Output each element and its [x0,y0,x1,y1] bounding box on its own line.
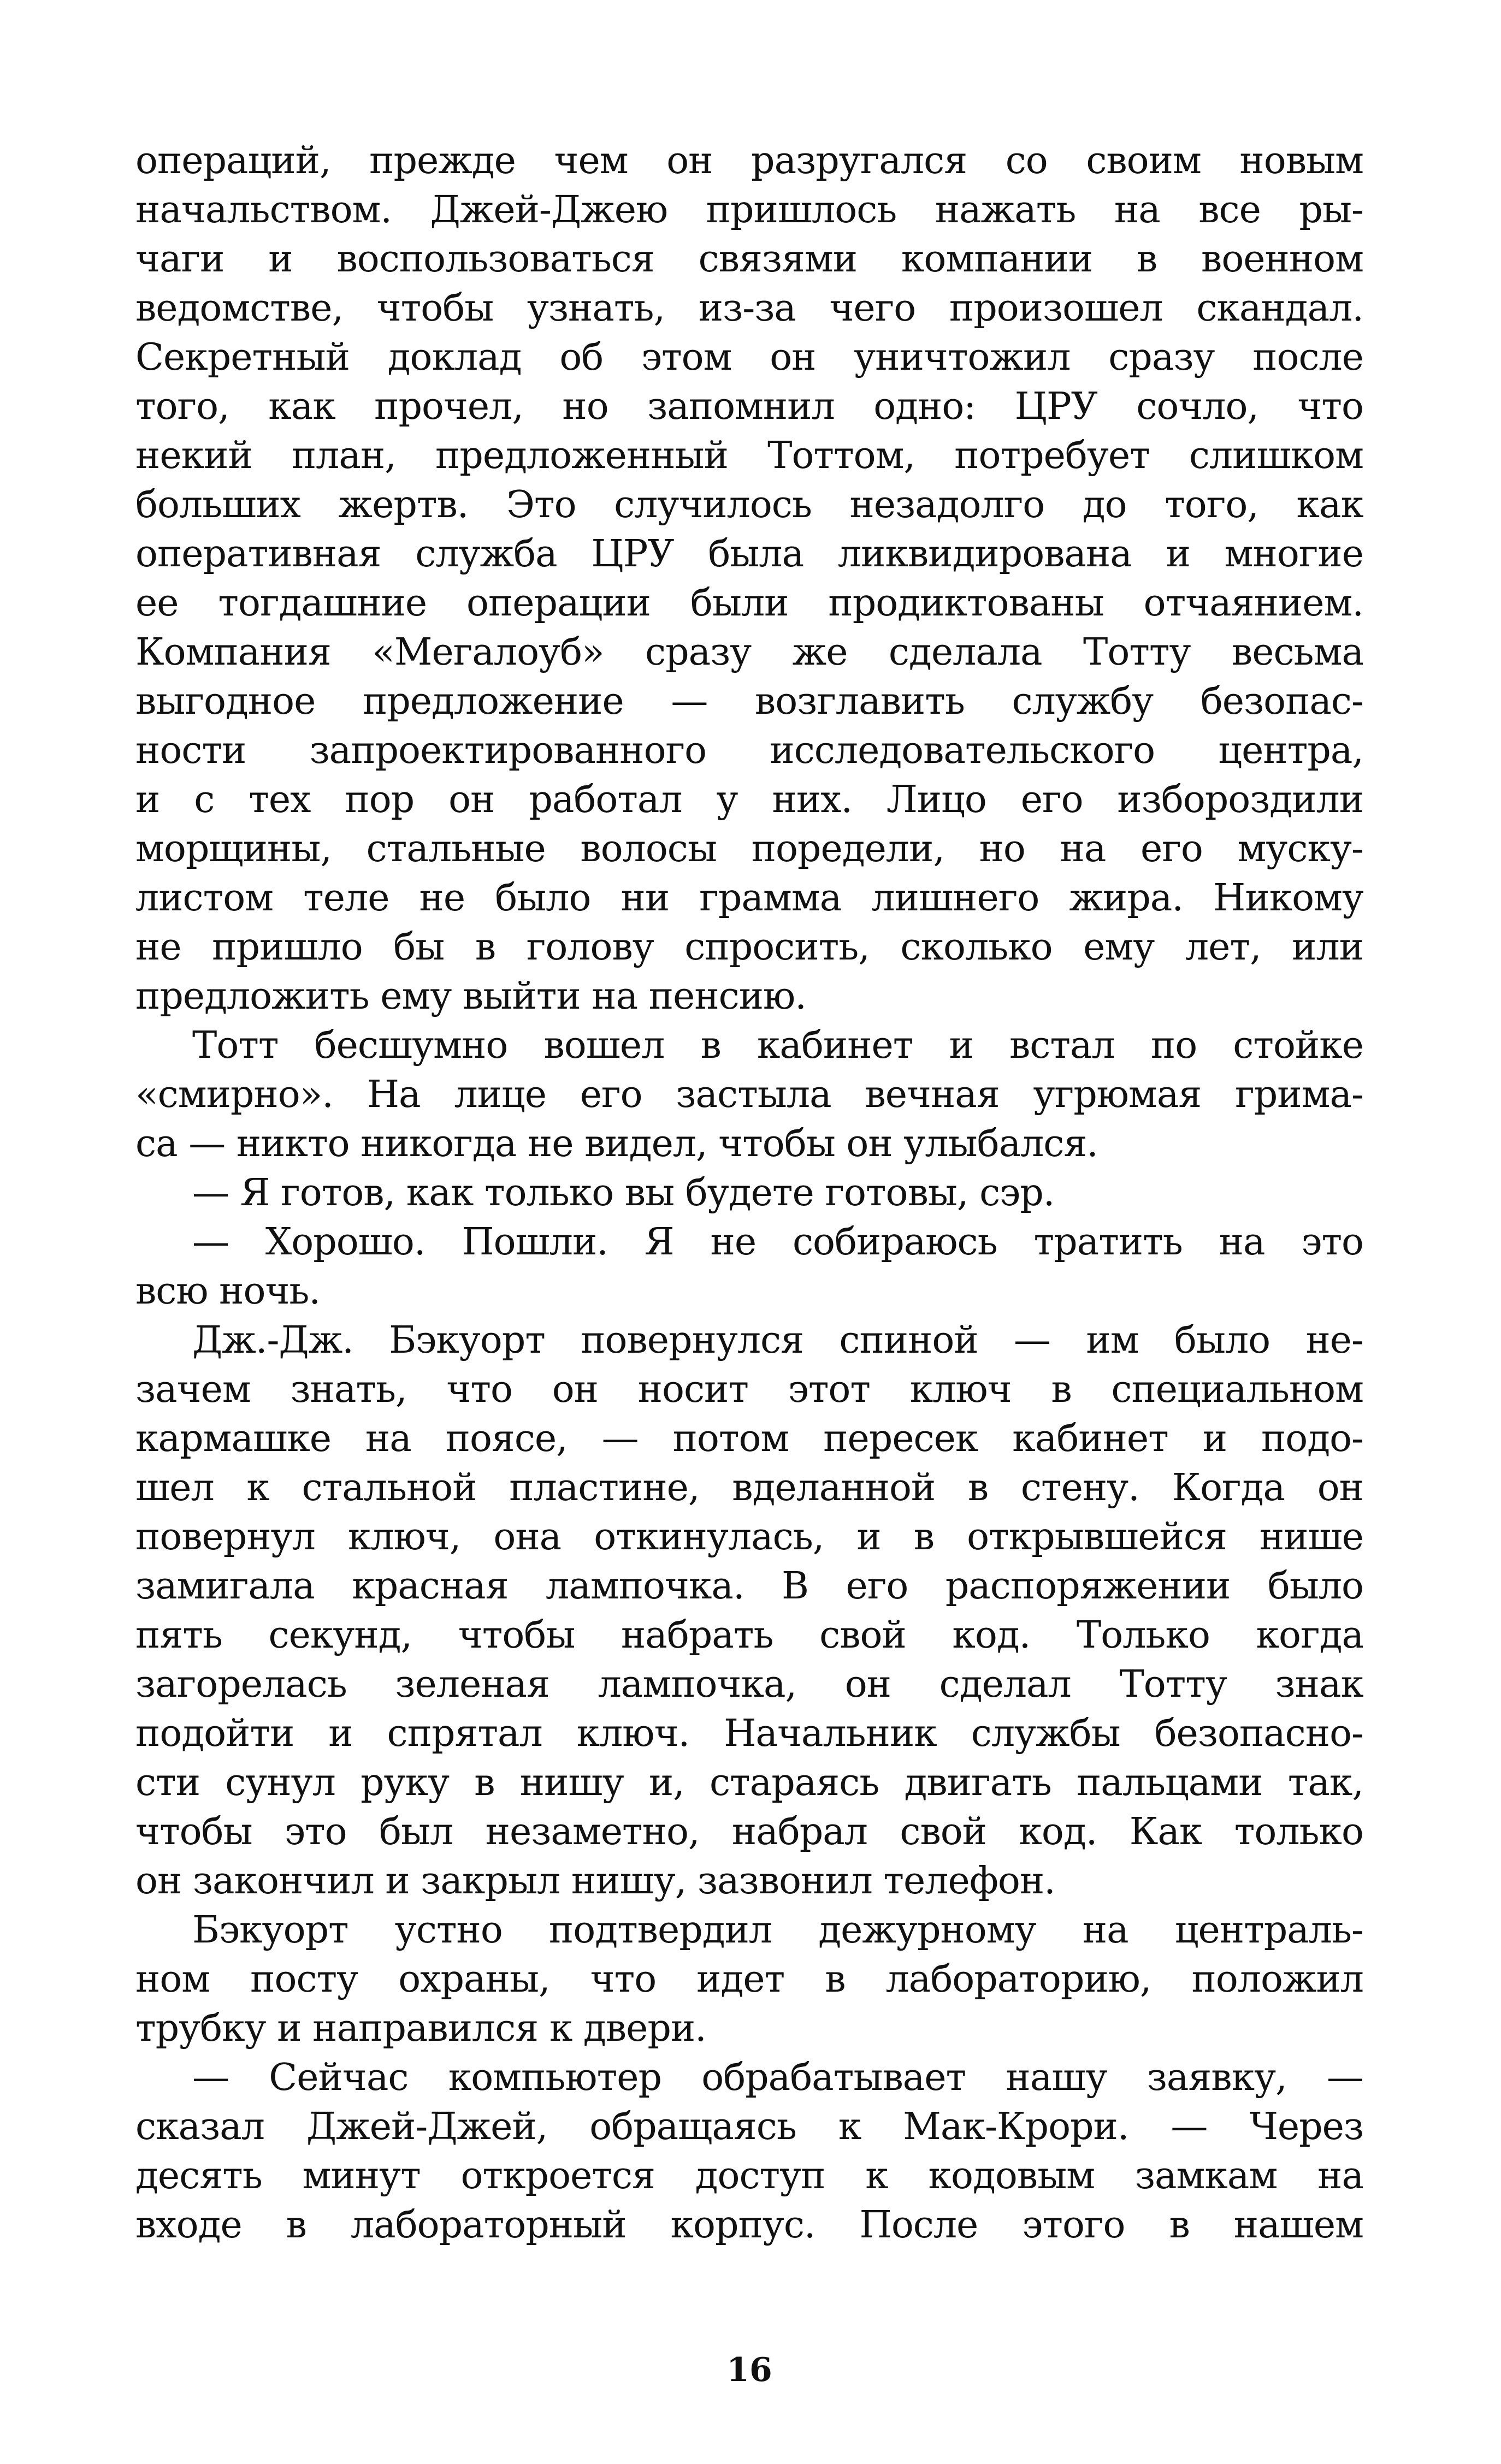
text-line: Бэкуорт устно подтвердил дежурному на централь- [192,1909,1363,1952]
text-line: сти сунул руку в нишу и, стараясь двигать пальцами так, [135,1761,1363,1804]
text-line: подойти и спрятал ключ. Начальник службы безопасно- [135,1712,1363,1755]
text-line: Дж.-Дж. Бэкуорт повернулся спиной — им было не- [192,1319,1363,1362]
text-line: ее тогдашние операции были продиктованы отчаянием. [135,582,1363,625]
text-line: оперативная служба ЦРУ была ликвидирована и многие [135,532,1363,576]
text-line: Секретный доклад об этом он уничтожил сразу после [135,336,1363,379]
text-line: ном посту охраны, что идет в лабораторию, положил [135,1958,1363,2001]
text-line: выгодное предложение — возглавить службу безопас- [135,680,1363,723]
text-line: загорелась зеленая лампочка, он сделал Тотту знак [135,1663,1363,1706]
text-line: некий план, предложенный Тоттом, потребует слишком [135,434,1363,477]
text-line: кармашке на поясе, — потом пересек кабинет и подо- [135,1417,1363,1460]
text-line: он закончил и закрыл нишу, зазвонил телефон. [135,1859,1055,1903]
body-text [135,137,1363,2250]
text-line: начальством. Джей-Джею пришлось нажать на все ры- [135,188,1363,232]
page-number: 16 [726,2351,772,2389]
dialogue-line: — Сейчас компьютер обрабатывает нашу заявку, — [192,2056,1363,2099]
text-line: больших жертв. Это случилось незадолго до того, как [135,483,1363,526]
text-line: чаги и воспользоваться связями компании в военном [135,238,1363,281]
text-line: замигала красная лампочка. В его распоряжении было [135,1565,1363,1608]
text-line: входе в лабораторный корпус. После этого в нашем [135,2204,1363,2247]
text-line: ности запроектированного исследовательского центра, [135,729,1363,772]
text-line: Компания «Мегалоуб» сразу же сделала Тотту весьма [135,631,1363,674]
book-page [135,137,1363,2464]
text-line: чтобы это был незаметно, набрал свой код. Как только [135,1810,1363,1853]
text-line: операций, прежде чем он разругался со своим новым [135,139,1363,182]
text-line: не пришло бы в голову спросить, сколько ему лет, или [135,926,1363,969]
text-line: Тотт бесшумно вошел в кабинет и встал по стойке [192,1024,1363,1067]
text-line: всю ночь. [135,1270,321,1313]
text-line: ведомстве, чтобы узнать, из-за чего произошел скандал. [135,287,1363,330]
text-line: десять минут откроется доступ к кодовым замкам на [135,2154,1363,2198]
text-line: са — никто никогда не видел, чтобы он улыбался. [135,1122,1098,1165]
text-line: трубку и направился к двери. [135,2007,706,2050]
text-line: зачем знать, что он носит этот ключ в специальном [135,1368,1363,1411]
text-line: и с тех пор он работал у них. Лицо его избороздили [135,778,1363,821]
text-line: морщины, стальные волосы поредели, но на его муску- [135,827,1363,870]
text-line: сказал Джей-Джей, обращаясь к Мак-Крори. — Через [135,2105,1363,2148]
text-line: шел к стальной пластине, вделанной в стену. Когда он [135,1466,1363,1509]
text-line: листом теле не было ни грамма лишнего жира. Никому [135,876,1363,920]
text-line: предложить ему выйти на пенсию. [135,975,806,1018]
dialogue-line: — Хорошо. Пошли. Я не собираюсь тратить на это [192,1221,1363,1264]
text-line: повернул ключ, она откинулась, и в открывшейся нише [135,1515,1363,1559]
dialogue-line: — Я готов, как только вы будете готовы, сэр. [192,1171,1055,1215]
text-line: пять секунд, чтобы набрать свой код. Только когда [135,1614,1363,1657]
text-line: «смирно». На лице его застыла вечная угрюмая грима- [135,1073,1363,1116]
text-line: того, как прочел, но запомнил одно: ЦРУ сочло, что [135,385,1363,428]
